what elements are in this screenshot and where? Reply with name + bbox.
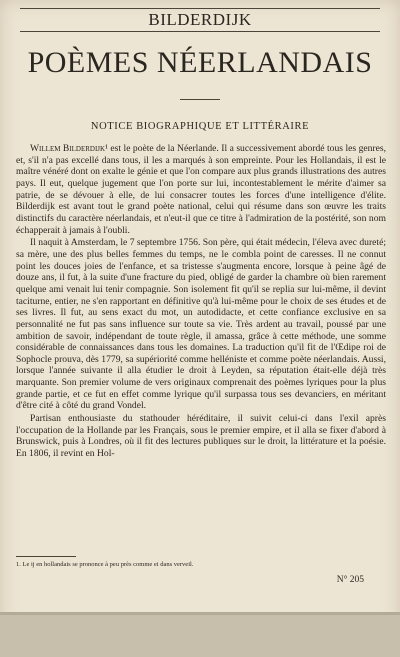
footnote: 1. Le ij en hollandais se prononce à peu près comme ei dans verveil. (16, 561, 194, 568)
author-heading: BILDERDIJK (148, 10, 252, 29)
page-title: POÈMES NÉERLANDAIS (27, 46, 373, 79)
page-edge (0, 612, 400, 657)
paragraph-3: Partisan enthousiaste du stathouder héréditaire, il suivit celui-ci dans l'exil après l'occupation de la Hollande par les Français, sous le premier empire, et il alla se fixer d'abord à Brunswick, puis à Londres, où il fit des lectures publiques sur le droit, la littérature et la poésie. En 1806, il revint en Hol- (16, 413, 386, 460)
lead-name: Willem Bilderdijk (30, 143, 106, 154)
paragraph-1-text: ¹ est le poète de la Néerlande. Il a successivement abordé tous les genres, et, s'il n'a pas excellé dans tous, il les a marqués à son empreinte. Pour les Hollandais, il est le maître vénéré dont on exalte le génie et que l'on compare aux plus grands illustrations des autres pays. Il eut, quelque jugement que l'on porte sur lui, incontestablement le mérite d'aimer sa patrie, de se dévouer à elle, de lui consacrer toutes les forces d'une intelligence d'élite. Bilderdijk est avant tout le grand poète national, celui qui résume dans son œuvre les traits distinctifs du caractère néerlandais, et n'eut-il que ce titre à l'admiration de la postérité, son nom échapperait à jamais à l'oubli. (16, 143, 387, 236)
page-number: N° 205 (336, 575, 364, 585)
top-rule (20, 8, 380, 9)
paragraph-1 (16, 143, 386, 236)
title-divider (180, 99, 220, 100)
paragraph-2: Il naquit à Amsterdam, le 7 septembre 1756. Son père, qui était médecin, l'éleva avec dureté; sa mère, une des plus belles femmes du temps, ne le combla point de caresses. Il ne connut point les douces joies de l'enfance, et sa tristesse s'augmenta encore, lorsque à peine âgé de douze ans, il fut, à la suite d'une fracture du pied, obligé de garder la chambre où bien rarement quelque ami venait lui tenir compagnie. Son isolement fit qu'il se replia sur lui-même, il devint taciturne, entier, ne s'en rapportant en définitive qu'à lui-même pour le choix de ses études et de ses livres. Il fut, au sens exact du mot, un autodidacte, et cette confiance exclusive en sa personnalité ne fut pas sans influence sur toute sa vie. Très ardent au travail, poussé par une ambition de savoir, indépendant de toute règle, il amassa, grâce à cette méthode, une somme considérable de connaissances dans tous les domaines. La traduction qu'il fit de l'Œdipe roi de Sophocle prouva, dès 1779, sa supériorité comme helléniste et comme poète néerlandais. Aussi, lorsque l'année suivante il alla étudier le droit à Leyden, sa réputation était-elle déjà très marquante. Son premier volume de vers originaux comprenait des poèmes lyriques pour la plus grande partie, et ce fut en effet comme lyrique qu'il surpassa tous ses devanciers, en méritant d'être cité à côté du grand Vondel. (16, 237, 386, 412)
footnote-rule (16, 556, 76, 557)
page-fold (0, 612, 400, 615)
body-text (16, 143, 386, 460)
heading-rule (20, 31, 380, 32)
section-heading: NOTICE BIOGRAPHIQUE ET LITTÉRAIRE (90, 121, 310, 132)
